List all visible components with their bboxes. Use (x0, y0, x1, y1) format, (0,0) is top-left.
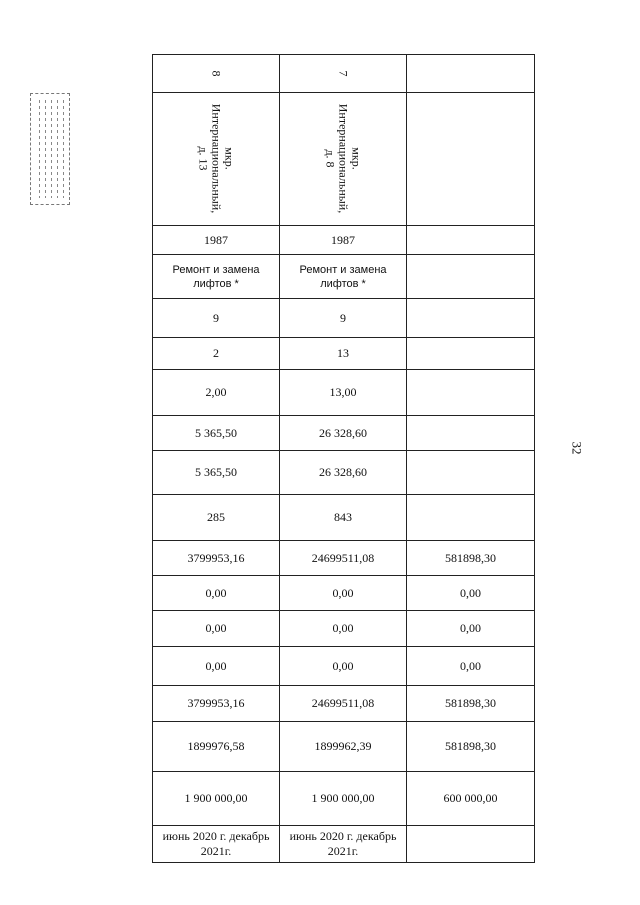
cell (407, 255, 535, 299)
cell: 1 900 000,00 (280, 772, 407, 826)
table-row (153, 611, 535, 647)
table-row (153, 826, 535, 863)
table-row (153, 541, 535, 576)
cell: Ремонт и замена лифтов * (280, 255, 407, 299)
cell (407, 370, 535, 416)
col2-number: 7 (280, 55, 407, 93)
cell: 0,00 (153, 611, 280, 647)
table-row (153, 370, 535, 416)
col1-number: 8 (153, 55, 280, 93)
table-row (153, 338, 535, 370)
cell: 13 (280, 338, 407, 370)
cell: 24699511,08 (280, 686, 407, 722)
table-row (153, 576, 535, 611)
cell: 581898,30 (407, 541, 535, 576)
cell: 843 (280, 495, 407, 541)
table-row (153, 451, 535, 495)
cell: 581898,30 (407, 722, 535, 772)
page-number: 32 (569, 441, 585, 455)
cell: 5 365,50 (153, 451, 280, 495)
table-row (153, 416, 535, 451)
cell (407, 299, 535, 338)
cell: 1899962,39 (280, 722, 407, 772)
cell: июнь 2020 г. декабрь 2021г. (153, 826, 280, 863)
cell: 2,00 (153, 370, 280, 416)
cell: 285 (153, 495, 280, 541)
cell: 581898,30 (407, 686, 535, 722)
cell: Ремонт и замена лифтов * (153, 255, 280, 299)
cell: 26 328,60 (280, 416, 407, 451)
cell: 0,00 (280, 647, 407, 686)
cell: 600 000,00 (407, 772, 535, 826)
cell (407, 226, 535, 255)
table-row (153, 93, 535, 226)
data-table (152, 54, 535, 863)
cell: 0,00 (280, 611, 407, 647)
table-row (153, 647, 535, 686)
cell: 2 (153, 338, 280, 370)
stamp-block (30, 93, 70, 205)
cell: июнь 2020 г. декабрь 2021г. (280, 826, 407, 863)
table-row (153, 495, 535, 541)
col3-number (407, 55, 535, 93)
cell: 9 (280, 299, 407, 338)
cell: 0,00 (153, 576, 280, 611)
cell: 0,00 (407, 576, 535, 611)
table-row (153, 255, 535, 299)
cell (407, 416, 535, 451)
table-row (153, 299, 535, 338)
table-row (153, 226, 535, 255)
cell (407, 338, 535, 370)
cell: 0,00 (280, 576, 407, 611)
cell: 3799953,16 (153, 541, 280, 576)
cell: 1 900 000,00 (153, 772, 280, 826)
col1-address: мкр. Интернациональный, д. 13 (153, 93, 280, 226)
col2-address: мкр. Интернациональный, д. 8 (280, 93, 407, 226)
cell (407, 495, 535, 541)
cell: 13,00 (280, 370, 407, 416)
table-row (153, 772, 535, 826)
cell: 1899976,58 (153, 722, 280, 772)
cell: 5 365,50 (153, 416, 280, 451)
cell (407, 826, 535, 863)
cell: 1987 (280, 226, 407, 255)
cell: 26 328,60 (280, 451, 407, 495)
cell: 1987 (153, 226, 280, 255)
cell: 3799953,16 (153, 686, 280, 722)
table-row (153, 686, 535, 722)
cell: 0,00 (407, 611, 535, 647)
cell: 0,00 (407, 647, 535, 686)
table-row (153, 722, 535, 772)
cell (407, 451, 535, 495)
table-row (153, 55, 535, 93)
cell: 9 (153, 299, 280, 338)
col3-address (407, 93, 535, 226)
cell: 0,00 (153, 647, 280, 686)
cell: 24699511,08 (280, 541, 407, 576)
